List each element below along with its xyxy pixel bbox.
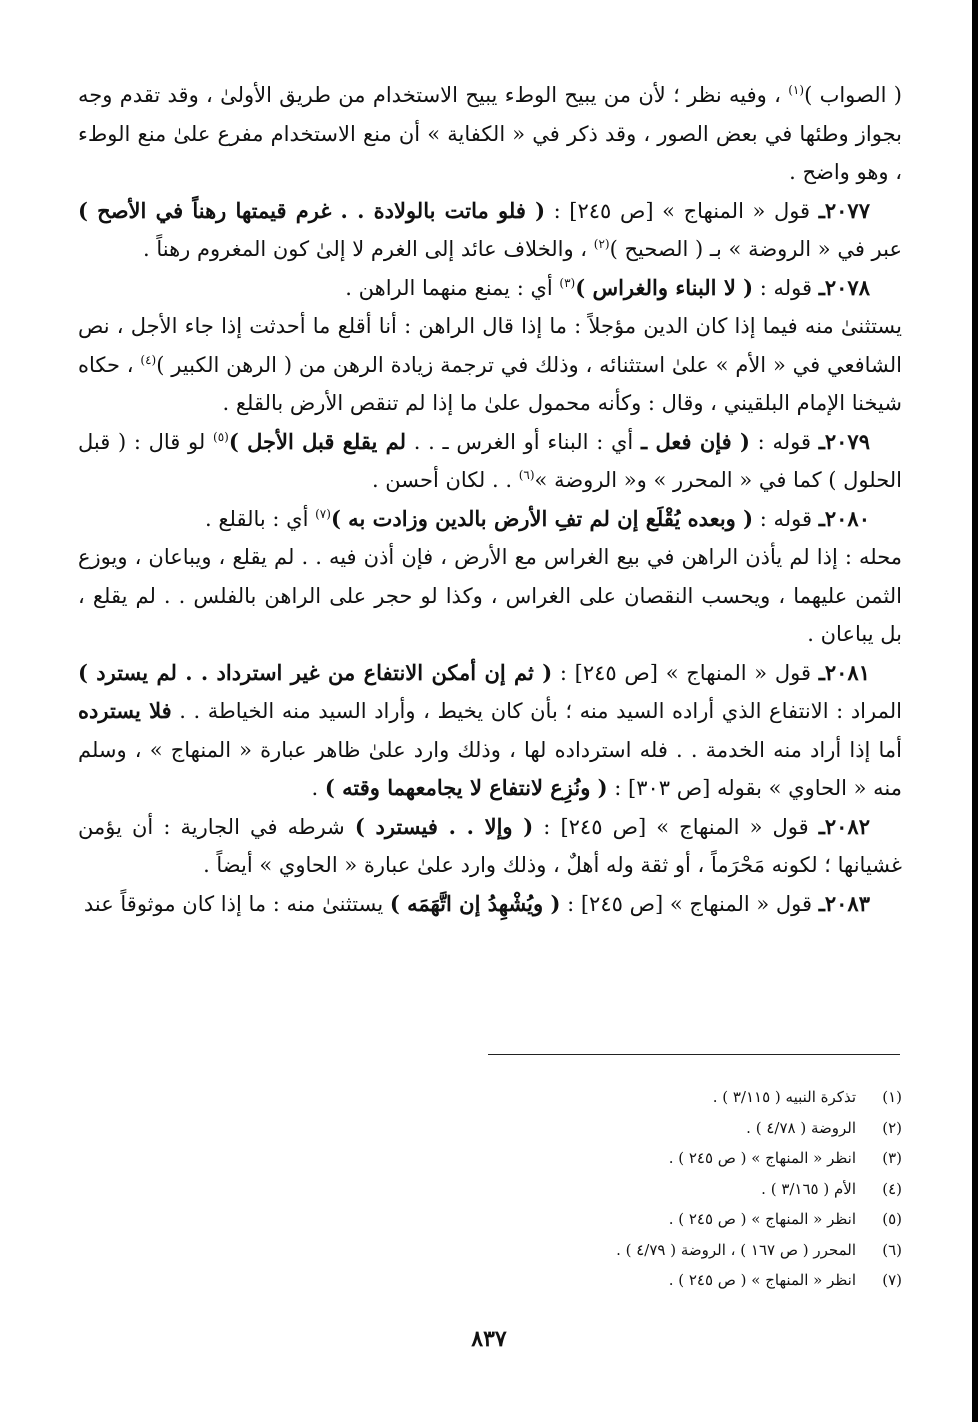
footnote-item [282,1082,902,1113]
footnote-text: الروضة ( ٤/٧٨ ) . [746,1118,856,1137]
quoted-text: ( ثم إن أمكن الانتفاع من غير استرداد . . لم يسترد ) [78,659,553,685]
issue-number: ٢٠٨١ـ [818,659,870,685]
quoted-text: لم يقلع قبل الأجل ) [228,428,407,454]
footnote-text: تذكرة النبيه ( ٣/١١٥ ) . [712,1088,856,1106]
issue-number: ٢٠٨٢ـ [818,813,870,839]
footnote-number: (٣) [882,1149,902,1167]
main-text [78,76,902,923]
issue-number: ٢٠٧٧ـ [818,197,870,223]
footnote-number: (٦) [882,1240,902,1259]
paragraph-continuation: ( الصواب )$^{(١)}$ ، وفيه نظر ؛ لأن من يبيح الوطء يبيح الاستخدام من طريق الأولىٰ ، وقد تقدم وجه بجواز وطئها في بعض الصور ، وقد ذكر في « الكفاية » أن منع الاستخدام مفرع علىٰ منع الوطء ، وهو واضح . [78,83,902,184]
footnote-text: المحرر ( ص ١٦٧ ) ، الروضة ( ٤/٧٩ ) . [616,1240,856,1259]
footnote-ref: (٣) [559,275,576,290]
footnote-text: الأم ( ٣/١٦٥ ) . [761,1179,856,1198]
footnote-number: (٢) [882,1118,902,1137]
issue-2077: ٢٠٧٧ـ قول « المنهاج » [ص ٢٤٥] : ( فلو ماتت بالولادة . . غرم قيمتها رهناً في الأصح ) عبر في « الروضة » بـ ( الصحيح )$^{(٢)}$ ، والخلاف عائد إلى الغرم لا إلىٰ كون المغروم رهناً . [78,197,902,261]
footnote-ref: (١) [788,83,805,97]
issue-2080: ٢٠٨٠ـ قوله : ( وبعده يُقْلَع إن لم تفِ الأرض بالدين وزادت به )$^{(٧)}$ أي : بالقلع . [204,505,870,531]
quoted-text: ( ويُشْهِدُ إن اتَّهَمَه ) [389,890,561,916]
issue-2079: ٢٠٧٩ـ قوله : ( فإن فعل ـ أي : البناء أو الغرس ـ . . لم يقلع قبل الأجل )$^{(٥)}$ لو قال : ( قبل الحلول ) كما في « المحرر » و« الروضة »$^{(٦)}$ . . لكان أحسن . [78,428,902,492]
issue-2083: ٢٠٨٣ـ قول « المنهاج » [ص ٢٤٥] : ( ويُشْهِدُ إن اتَّهَمَه ) يستثنىٰ منه : ما إذا كان موثوقاً عند [83,890,870,916]
quoted-text: ( فإن فعل ـ [640,428,750,454]
footnote-item [282,1235,902,1266]
quoted-text: ( وإلا . . فيسترد ) [354,813,534,839]
footnote-ref: (٧) [315,506,331,521]
footnotes [282,1082,902,1296]
footnote-separator [488,1054,900,1055]
issue-number: ٢٠٧٩ـ [818,428,870,454]
footnote-ref: (٥) [213,429,229,444]
footnote-number: (٥) [882,1210,902,1228]
issue-2081: ٢٠٨١ـ قول « المنهاج » [ص ٢٤٥] : ( ثم إن أمكن الانتفاع من غير استرداد . . لم يسترد ) المراد : الانتفاع الذي أراده السيد منه ؛ بأن كان يخيط ، وأراد السيد منه الخياطة . . فلا يسترده أما إذا أراد منه الخدمة . . فله استرداده لها ، وذلك وارد علىٰ ظاهر عبارة « المنهاج » ، وسلم منه « الحاوي » بقوله [ص ٣٠٣] : ( ونُزِع لانتفاع لا يجامعهما وقته ) . [78,659,902,800]
footnote-text: انظر « المنهاج » ( ص ٢٤٥ ) . [668,1149,856,1167]
footnote-ref: (٢) [593,237,610,251]
footnote-number: (٧) [882,1271,902,1289]
footnote-text: انظر « المنهاج » ( ص ٢٤٥ ) . [668,1210,856,1228]
issue-number: ٢٠٨٣ـ [818,890,870,916]
issue-2078: ٢٠٧٨ـ قوله : ( لا البناء والغراس )$^{(٣)}$ أي : يمنع منهما الراهن . [345,274,870,300]
footnote-text: انظر « المنهاج » ( ص ٢٤٥ ) . [668,1271,856,1289]
footnote-item [282,1174,902,1205]
issue-number: ٢٠٨٠ـ [818,505,870,531]
paragraph-location: محله : إذا لم يأذن الراهن في بيع الغراس مع الأرض ، فإن أذن فيه . . لم يقلع ، ويباعان ، ويوزع الثمن عليهما ، ويحسب النقصان على الغراس ، وكذا لو حجر على الراهن بالفلس . . لم يقلع ، بل يباعان . [78,545,902,646]
footnote-item [282,1204,902,1235]
page-number: ٨٣٧ [471,1326,507,1352]
issue-number: ٢٠٧٨ـ [818,274,870,300]
quoted-text: ( فلو ماتت بالولادة . . غرم قيمتها رهناً في الأصح ) [78,197,546,223]
quoted-text: ( لا البناء والغراس ) [575,274,754,300]
emphasis-text: فلا يسترده [78,698,172,723]
quoted-text: ( وبعده يُقْلَع إن لم تفِ الأرض بالدين وزادت به ) [330,505,754,531]
footnote-number: (٤) [882,1179,902,1198]
footnote-item [282,1143,902,1174]
issue-2082: ٢٠٨٢ـ قول « المنهاج » [ص ٢٤٥] : ( وإلا . . فيسترد ) شرطه في الجارية : أن يؤمن غشيانها ؛ لكونه مَحْرَماً ، أو ثقة وله أهلٌ ، وذلك وارد علىٰ عبارة « الحاوي » أيضاً . [78,813,902,877]
scan-edge [972,0,978,1422]
paragraph-exception: يستثنىٰ منه فيما إذا كان الدين مؤجلاً : ما إذا قال الراهن : أنا أقلع ما أحدثت إذا جاء الأجل ، نص الشافعي في « الأم » علىٰ استثنائه ، وذلك في ترجمة زيادة الرهن من ( الرهن الكبير )$^{(٤)}$ ، حكاه شيخنا الإمام البلقيني ، وقال : وكأنه محمول علىٰ ما إذا لم تنقص الأرض بالقلع . [78,314,902,415]
footnote-ref: (٤) [140,352,157,367]
footnote-item [282,1113,902,1144]
footnote-item [282,1265,902,1296]
footnote-number: (١) [882,1088,902,1106]
footnote-ref: (٦) [518,468,535,482]
quoted-text: ( ونُزِع لانتفاع لا يجامعهما وقته ) [324,775,608,800]
